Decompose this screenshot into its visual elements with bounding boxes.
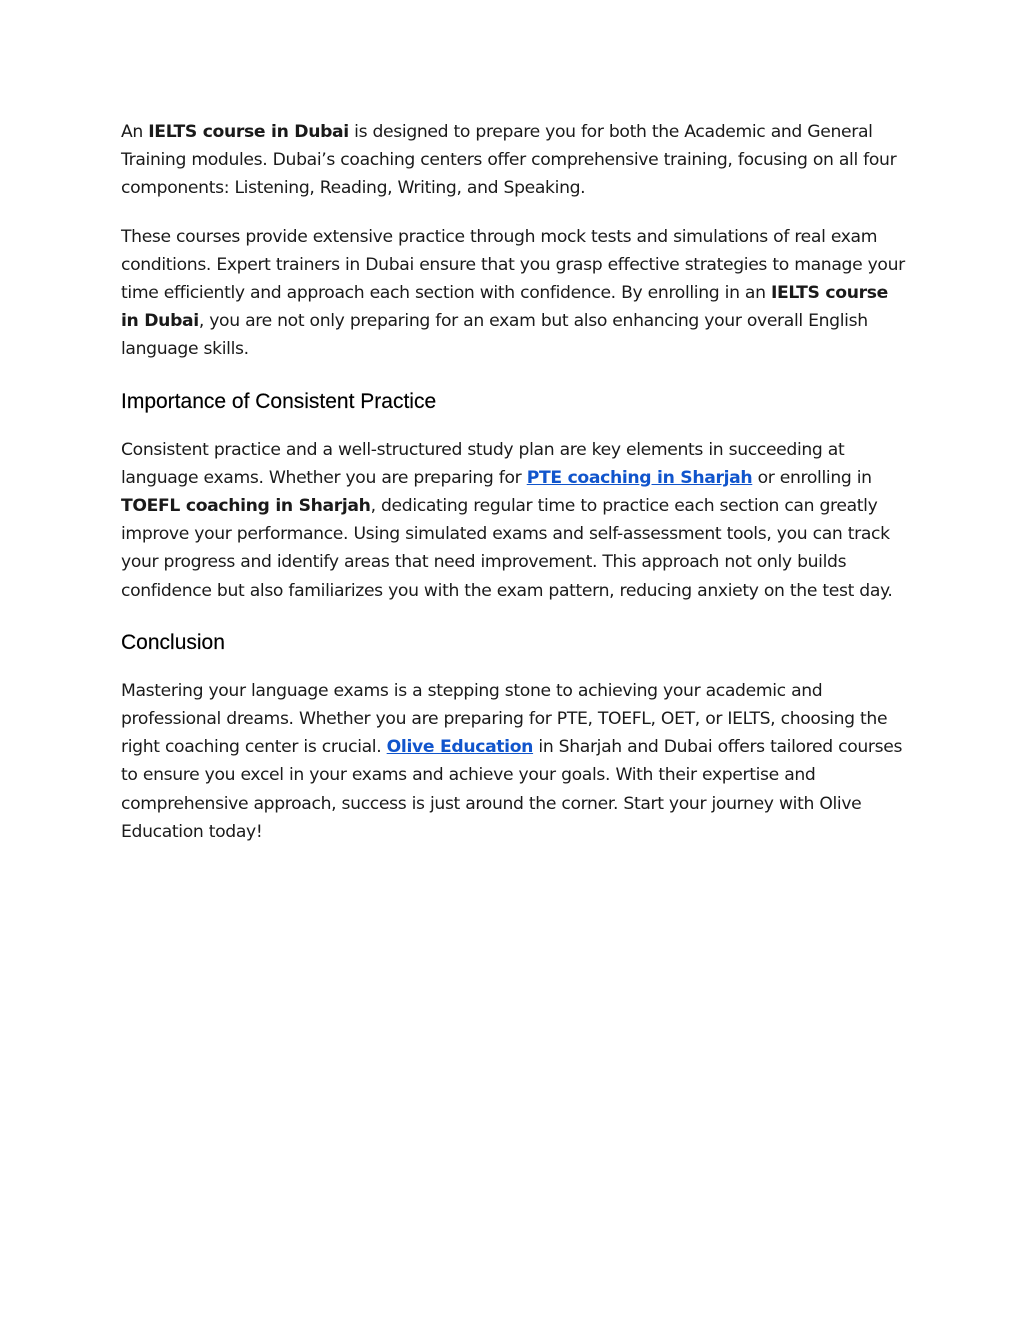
text-run: These courses provide extensive practice through mock tests and simulations of real exam conditions. Expert trainers in Dubai ensure that you grasp effective strategies to manage your time efficiently and approach each section with confidence. By enrolling in an — [121, 226, 905, 304]
text-run: or enrolling in — [752, 467, 872, 488]
practice-paragraph — [121, 436, 911, 605]
text-run: Mastering your language exams is a stepping stone to achieving your academic and professional dreams. Whether you are preparing for PTE, TOEFL, OET, or IELTS, choosing the right coaching center is crucial. — [121, 680, 888, 758]
intro-paragraph — [121, 118, 911, 203]
pte-coaching-link[interactable]: PTE coaching in Sharjah — [526, 467, 753, 488]
section-heading-consistent-practice: Importance of Consistent Practice — [121, 389, 437, 413]
conclusion-paragraph — [121, 677, 911, 846]
text-run: is designed to prepare you for both the Academic and General Training modules. Dubai’s coaching centers offer comprehensive training, focusing on all four components: Listening, Reading, Writing, and Speaking. — [121, 122, 897, 199]
bold-term: IELTS course in Dubai — [121, 283, 888, 332]
text-run: Consistent practice and a well-structured study plan are key elements in succeeding at language exams. Whether you are preparing for — [121, 439, 845, 488]
document-page — [121, 118, 911, 866]
text-run: , dedicating regular time to practice each section can greatly improve your performance. Using simulated exams and self-assessment tools, you can track your progress and identify areas that need improvement. This approach not only builds confidence but also familiarizes you with the exam pattern, reducing anxiety on the test day. — [121, 496, 893, 601]
text-run: in Sharjah and Dubai offers tailored courses to ensure you excel in your exams and achieve your goals. With their expertise and comprehensive approach, success is just around the corner. Start your journey with Olive Education today! — [121, 737, 903, 842]
section-heading-conclusion: Conclusion — [121, 630, 225, 654]
bold-term: TOEFL coaching in Sharjah — [121, 496, 371, 517]
bold-term: IELTS course in Dubai — [148, 122, 349, 142]
text-run: An — [121, 122, 149, 142]
text-run: , you are not only preparing for an exam but also enhancing your overall English language skills. — [121, 311, 868, 360]
courses-paragraph — [121, 223, 911, 364]
olive-education-link[interactable]: Olive Education — [386, 737, 534, 758]
